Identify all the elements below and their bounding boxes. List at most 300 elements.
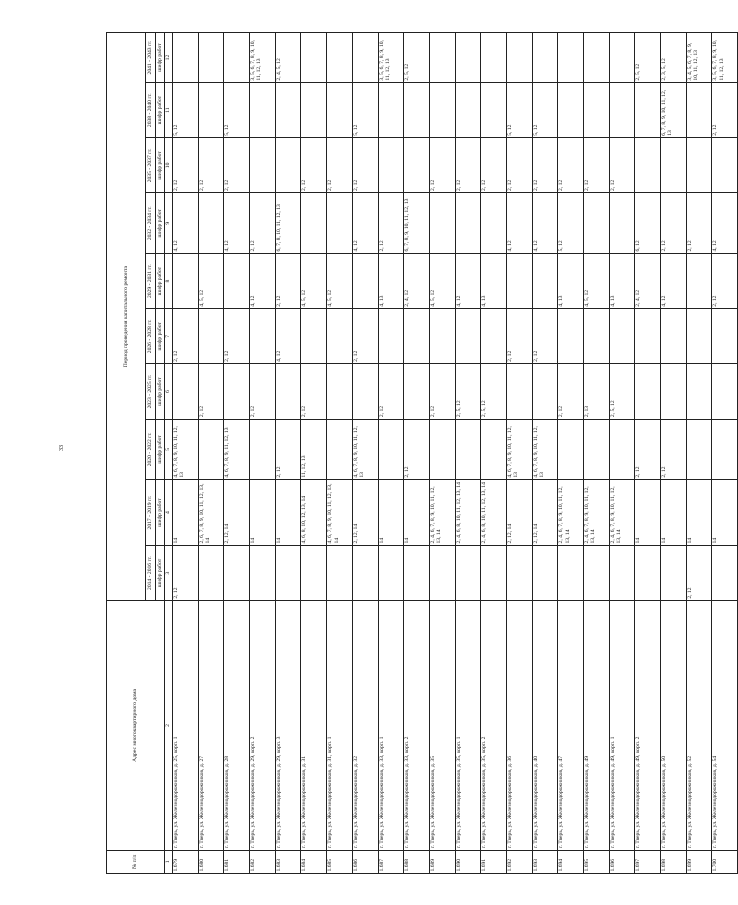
row-work-codes: 5, 12	[532, 83, 558, 138]
row-work-codes: 3, 5, 6, 7, 8, 9, 10, 11, 12, 13	[712, 33, 738, 83]
row-work-codes: 5, 12	[173, 83, 199, 138]
header-period: 2026 - 2028 гг.	[146, 309, 156, 364]
row-address: г. Тверь, ул. Железнодорожников, д. 49, корп. 1	[609, 601, 635, 851]
table-row	[198, 33, 224, 874]
row-work-codes: 14	[661, 480, 687, 546]
row-work-codes: 14	[635, 480, 661, 546]
row-work-codes: 2, 4, 6, 7, 8, 9, 10, 11, 12, 13, 14	[609, 480, 635, 546]
row-work-codes: 4, 6, 7, 8, 9, 10, 11, 12, 13	[532, 419, 558, 480]
row-work-codes	[455, 545, 481, 600]
row-work-codes	[686, 419, 712, 480]
row-work-codes: 2, 5, 12	[481, 364, 507, 419]
row-work-codes	[686, 138, 712, 193]
row-work-codes	[481, 33, 507, 83]
row-work-codes: 6, 7, 8, 10, 11, 12, 13	[275, 193, 301, 254]
row-address: г. Тверь, ул. Железнодорожников, д. 29, корп. 2	[250, 601, 276, 851]
row-work-codes: 5, 12	[506, 83, 532, 138]
row-work-codes: 2, 5, 12	[455, 364, 481, 419]
header-code-label: шифр работ	[156, 309, 165, 364]
row-work-codes	[378, 83, 404, 138]
row-work-codes	[352, 254, 378, 309]
row-address: г. Тверь, ул. Железнодорожников, д. 31	[301, 601, 327, 851]
header-col-number: 5	[165, 419, 173, 480]
row-work-codes	[352, 545, 378, 600]
row-work-codes	[352, 33, 378, 83]
table-row	[173, 33, 199, 874]
header-code-label: шифр работ	[156, 33, 165, 83]
header-code-label: шифр работ	[156, 364, 165, 419]
header-period: 2014 - 2016 гг.	[146, 545, 156, 600]
row-work-codes	[198, 193, 224, 254]
row-work-codes: 2, 12, 14	[532, 480, 558, 546]
row-work-codes: 2, 12	[301, 364, 327, 419]
row-work-codes: 2, 12, 14	[224, 480, 250, 546]
row-work-codes	[609, 545, 635, 600]
row-work-codes	[224, 545, 250, 600]
row-number: 1.685	[327, 850, 353, 873]
row-work-codes	[224, 33, 250, 83]
header-col-number: 11	[165, 83, 173, 138]
row-work-codes: 4, 6, 7, 8, 9, 10, 11, 12, 13	[352, 419, 378, 480]
row-work-codes	[686, 83, 712, 138]
row-work-codes: 2, 12	[558, 138, 584, 193]
row-work-codes	[481, 419, 507, 480]
row-address: г. Тверь, ул. Железнодорожников, д. 52	[686, 601, 712, 851]
row-work-codes: 2, 12	[584, 138, 610, 193]
table-row	[609, 33, 635, 874]
row-work-codes	[429, 33, 455, 83]
row-work-codes: 2, 12	[198, 364, 224, 419]
row-number: 1.687	[378, 850, 404, 873]
row-work-codes	[301, 83, 327, 138]
table-row	[506, 33, 532, 874]
row-work-codes: 4, 13	[609, 254, 635, 309]
row-work-codes: 2, 12	[173, 545, 199, 600]
header-period-group: Период проведения капитального ремонта	[107, 33, 146, 601]
row-number: 1.694	[558, 850, 584, 873]
row-work-codes: 2, 4, 6, 7, 8, 9, 10, 11, 12, 13, 14	[558, 480, 584, 546]
row-work-codes	[661, 545, 687, 600]
header-period: 2032 - 2034 гг.	[146, 193, 156, 254]
row-work-codes: 14	[378, 480, 404, 546]
table-row	[661, 33, 687, 874]
row-work-codes	[661, 138, 687, 193]
row-work-codes: 2, 12	[404, 419, 430, 480]
row-work-codes	[584, 545, 610, 600]
row-work-codes	[327, 419, 353, 480]
row-number: 1.692	[506, 850, 532, 873]
row-work-codes: 4, 13	[481, 254, 507, 309]
row-work-codes	[250, 419, 276, 480]
row-work-codes: 2, 12	[661, 193, 687, 254]
row-number: 1.688	[404, 850, 430, 873]
row-work-codes: 4, 12	[712, 193, 738, 254]
row-work-codes: 4, 12	[275, 309, 301, 364]
row-work-codes	[173, 33, 199, 83]
row-address: г. Тверь, ул. Железнодорожников, д. 32	[352, 601, 378, 851]
row-number: 1.680	[198, 850, 224, 873]
row-work-codes	[327, 83, 353, 138]
row-work-codes	[404, 138, 430, 193]
row-work-codes	[429, 193, 455, 254]
row-work-codes	[584, 83, 610, 138]
row-work-codes: 6, 12	[635, 193, 661, 254]
row-work-codes: 2, 12	[352, 309, 378, 364]
row-work-codes	[661, 364, 687, 419]
row-work-codes: 14	[250, 480, 276, 546]
table-row	[275, 33, 301, 874]
row-work-codes	[506, 545, 532, 600]
page-number: 33	[59, 445, 65, 451]
row-work-codes	[584, 193, 610, 254]
row-work-codes	[506, 254, 532, 309]
row-work-codes	[352, 364, 378, 419]
row-work-codes: 11, 12, 13	[301, 419, 327, 480]
row-number: 1.696	[609, 850, 635, 873]
row-address: г. Тверь, ул. Железнодорожников, д. 31, корп. 1	[327, 601, 353, 851]
row-work-codes: 4, 5, 12	[301, 254, 327, 309]
table-row	[481, 33, 507, 874]
row-work-codes: 3, 4, 5, 6, 7, 8, 9, 10, 11, 12, 13	[686, 33, 712, 83]
header-code-label: шифр работ	[156, 545, 165, 600]
header-col-number: 6	[165, 364, 173, 419]
row-work-codes: 4, 12	[455, 254, 481, 309]
row-work-codes	[558, 33, 584, 83]
row-work-codes: 2, 12	[712, 83, 738, 138]
row-work-codes: 2, 12	[301, 138, 327, 193]
row-work-codes: 2, 12	[609, 138, 635, 193]
row-work-codes: 2, 5, 12	[609, 364, 635, 419]
row-work-codes	[250, 545, 276, 600]
table-row	[429, 33, 455, 874]
header-code-label: шифр работ	[156, 83, 165, 138]
row-work-codes: 2, 12	[558, 364, 584, 419]
row-number: 1.684	[301, 850, 327, 873]
row-work-codes: 4, 5, 12	[198, 254, 224, 309]
row-address: г. Тверь, ул. Железнодорожников, д. 50	[661, 601, 687, 851]
row-work-codes	[275, 545, 301, 600]
row-work-codes: 4, 5, 12	[584, 254, 610, 309]
row-work-codes: 14	[712, 480, 738, 546]
row-work-codes	[712, 364, 738, 419]
row-work-codes: 3, 5, 6, 7, 8, 9, 10, 11, 12, 13	[250, 33, 276, 83]
header-col-number: 12	[165, 33, 173, 83]
row-work-codes: 2, 12	[224, 309, 250, 364]
row-work-codes	[173, 364, 199, 419]
row-work-codes: 2, 12	[352, 138, 378, 193]
table-row	[455, 33, 481, 874]
row-work-codes: 2, 5, 12	[404, 33, 430, 83]
row-work-codes	[378, 138, 404, 193]
row-work-codes	[584, 419, 610, 480]
header-col-number: 2	[165, 601, 173, 851]
row-number: 1.699	[686, 850, 712, 873]
row-work-codes	[506, 33, 532, 83]
row-work-codes	[301, 193, 327, 254]
row-work-codes: 2, 6, 7, 8, 9, 10, 11, 12, 13, 14	[198, 480, 224, 546]
table-row	[250, 33, 276, 874]
row-number: 1.695	[584, 850, 610, 873]
row-work-codes: 2, 4, 6, 8, 10, 11, 12, 13, 14	[455, 480, 481, 546]
table-row	[352, 33, 378, 874]
row-work-codes: 4, 12	[506, 193, 532, 254]
row-work-codes: 4, 5, 12	[429, 254, 455, 309]
row-work-codes	[609, 33, 635, 83]
row-work-codes: 2, 12	[224, 138, 250, 193]
row-work-codes	[584, 33, 610, 83]
table-row	[635, 33, 661, 874]
row-address: г. Тверь, ул. Железнодорожников, д. 35, корп. 1	[455, 601, 481, 851]
row-work-codes: 2, 12	[378, 193, 404, 254]
row-work-codes: 4, 5, 12	[327, 254, 353, 309]
row-work-codes	[532, 33, 558, 83]
row-work-codes: 4, 12	[352, 193, 378, 254]
row-work-codes	[404, 545, 430, 600]
row-work-codes: 4, 6, 7, 8, 9, 11, 12, 13	[224, 419, 250, 480]
row-work-codes	[224, 364, 250, 419]
row-work-codes	[455, 309, 481, 364]
row-work-codes	[481, 83, 507, 138]
row-work-codes	[686, 309, 712, 364]
table-row	[584, 33, 610, 874]
row-work-codes	[506, 364, 532, 419]
row-work-codes	[429, 545, 455, 600]
row-work-codes	[327, 364, 353, 419]
table-row	[378, 33, 404, 874]
header-address: Адрес многоквартирного дома	[107, 601, 165, 851]
table-row	[224, 33, 250, 874]
row-work-codes: 2, 4, 6, 7, 8, 9, 10, 11, 12, 13, 14	[429, 480, 455, 546]
row-address: г. Тверь, ул. Железнодорожников, д. 36	[506, 601, 532, 851]
row-work-codes	[712, 309, 738, 364]
row-work-codes: 14	[686, 480, 712, 546]
row-number: 1.689	[429, 850, 455, 873]
row-work-codes: 2, 4, 5, 12	[275, 33, 301, 83]
row-work-codes: 2, 12	[506, 309, 532, 364]
row-work-codes	[404, 364, 430, 419]
table-row	[686, 33, 712, 874]
row-address: г. Тверь, ул. Железнодорожников, д. 54	[712, 601, 738, 851]
header-col-number: 4	[165, 480, 173, 546]
row-number: 1.700	[712, 850, 738, 873]
row-work-codes: 6, 7, 8, 9, 10, 11, 12, 13	[661, 83, 687, 138]
row-work-codes	[173, 254, 199, 309]
row-work-codes	[327, 545, 353, 600]
row-work-codes: 2, 12	[661, 419, 687, 480]
row-number: 1.690	[455, 850, 481, 873]
row-work-codes: 2, 12	[173, 309, 199, 364]
row-work-codes	[429, 83, 455, 138]
row-address: г. Тверь, ул. Железнодорожников, д. 29, корп. 3	[275, 601, 301, 851]
row-work-codes	[301, 309, 327, 364]
row-work-codes	[558, 419, 584, 480]
row-work-codes	[275, 364, 301, 419]
row-work-codes	[198, 83, 224, 138]
row-work-codes: 2, 12	[712, 254, 738, 309]
row-work-codes	[198, 545, 224, 600]
row-work-codes: 2, 4, 12	[404, 254, 430, 309]
row-work-codes	[712, 545, 738, 600]
row-number: 1.679	[173, 850, 199, 873]
header-col-number: 10	[165, 138, 173, 193]
header-col-number: 8	[165, 254, 173, 309]
row-work-codes	[198, 419, 224, 480]
row-work-codes	[635, 309, 661, 364]
row-address: г. Тверь, ул. Железнодорожников, д. 28	[224, 601, 250, 851]
row-number: 1.698	[661, 850, 687, 873]
row-work-codes	[429, 419, 455, 480]
row-work-codes: 4, 12	[532, 193, 558, 254]
row-work-codes	[481, 193, 507, 254]
row-work-codes: 2, 12	[429, 138, 455, 193]
row-work-codes: 4, 6, 7, 8, 9, 10, 11, 12, 13	[506, 419, 532, 480]
header-col-number: 7	[165, 309, 173, 364]
row-work-codes	[250, 309, 276, 364]
row-number: 1.681	[224, 850, 250, 873]
table-row	[327, 33, 353, 874]
row-number: 1.691	[481, 850, 507, 873]
row-work-codes	[404, 309, 430, 364]
row-work-codes: 5, 12	[558, 193, 584, 254]
row-work-codes: 4, 12	[173, 193, 199, 254]
row-work-codes: 2, 12	[532, 138, 558, 193]
row-work-codes	[532, 545, 558, 600]
row-work-codes: 4, 12	[224, 193, 250, 254]
table-row	[404, 33, 430, 874]
row-address: г. Тверь, ул. Железнодорожников, д. 27	[198, 601, 224, 851]
row-work-codes	[327, 309, 353, 364]
row-address: г. Тверь, ул. Железнодорожников, д. 49, корп. 2	[635, 601, 661, 851]
table-row	[532, 33, 558, 874]
row-work-codes	[378, 545, 404, 600]
row-work-codes: 2, 12	[532, 309, 558, 364]
header-period: 2017 - 2019 гг.	[146, 480, 156, 546]
row-number: 1.693	[532, 850, 558, 873]
row-work-codes: 2, 12	[378, 364, 404, 419]
row-number: 1.697	[635, 850, 661, 873]
row-address: г. Тверь, ул. Железнодорожников, д. 40	[532, 601, 558, 851]
row-number: 1.683	[275, 850, 301, 873]
row-work-codes: 2, 13	[584, 364, 610, 419]
row-work-codes	[481, 545, 507, 600]
header-col-number: 1	[165, 850, 173, 873]
row-work-codes: 2, 12	[327, 138, 353, 193]
row-work-codes	[686, 364, 712, 419]
row-work-codes	[609, 419, 635, 480]
header-period: 2020 - 2022 гг.	[146, 419, 156, 480]
rotated-table-container	[106, 32, 725, 874]
header-period: 2023 - 2025 гг.	[146, 364, 156, 419]
row-work-codes	[686, 254, 712, 309]
row-address: г. Тверь, ул. Железнодорожников, д. 35	[429, 601, 455, 851]
row-work-codes: 2, 12	[635, 419, 661, 480]
row-work-codes	[224, 254, 250, 309]
row-work-codes: 2, 12	[429, 364, 455, 419]
row-work-codes	[481, 309, 507, 364]
header-period: 2041 - 2043 гг.	[146, 33, 156, 83]
row-work-codes	[635, 545, 661, 600]
table-row	[712, 33, 738, 874]
row-work-codes: 2, 4, 12	[635, 254, 661, 309]
row-work-codes	[301, 33, 327, 83]
row-work-codes	[455, 419, 481, 480]
row-work-codes	[327, 193, 353, 254]
row-work-codes: 2, 3, 5, 12	[661, 33, 687, 83]
row-work-codes: 4, 6, 7, 8, 9, 10, 11, 12, 13	[173, 419, 199, 480]
row-work-codes	[378, 419, 404, 480]
row-work-codes: 4, 6, 8, 10, 12, 13, 14	[301, 480, 327, 546]
row-work-codes	[327, 33, 353, 83]
row-address: г. Тверь, ул. Железнодорожников, д. 49	[584, 601, 610, 851]
row-work-codes: 2, 12	[686, 193, 712, 254]
row-work-codes	[661, 309, 687, 364]
row-work-codes	[301, 545, 327, 600]
row-work-codes	[532, 364, 558, 419]
row-work-codes	[275, 138, 301, 193]
row-work-codes	[558, 309, 584, 364]
row-work-codes	[635, 364, 661, 419]
header-col-number: 9	[165, 193, 173, 254]
header-num: № п/п	[107, 850, 165, 873]
row-work-codes: 2, 4, 6, 8, 10, 11, 12, 13, 14	[481, 480, 507, 546]
row-address: г. Тверь, ул. Железнодорожников, д. 33, корп. 2	[404, 601, 430, 851]
row-work-codes: 14	[275, 480, 301, 546]
row-work-codes: 4, 13	[558, 254, 584, 309]
header-col-number: 3	[165, 545, 173, 600]
row-work-codes: 2, 12	[275, 419, 301, 480]
row-work-codes: 14	[173, 480, 199, 546]
row-work-codes	[609, 83, 635, 138]
row-work-codes	[250, 138, 276, 193]
header-period: 2038 - 2040 гг.	[146, 83, 156, 138]
row-work-codes	[198, 309, 224, 364]
row-work-codes	[712, 138, 738, 193]
row-work-codes: 2, 12	[250, 364, 276, 419]
row-work-codes	[455, 33, 481, 83]
row-address: г. Тверь, ул. Железнодорожников, д. 47	[558, 601, 584, 851]
row-work-codes: 2, 12	[506, 138, 532, 193]
row-work-codes: 6, 7, 8, 9, 10, 11, 12, 13	[404, 193, 430, 254]
row-work-codes: 2, 12	[686, 545, 712, 600]
row-work-codes	[609, 193, 635, 254]
row-number: 1.686	[352, 850, 378, 873]
row-address: г. Тверь, ул. Железнодорожников, д. 25, корп. 1	[173, 601, 199, 851]
row-work-codes	[635, 138, 661, 193]
row-work-codes	[198, 33, 224, 83]
row-work-codes: 2, 12, 14	[506, 480, 532, 546]
row-work-codes: 2, 5, 12	[635, 33, 661, 83]
row-work-codes: 14	[404, 480, 430, 546]
row-work-codes: 4, 12	[661, 254, 687, 309]
row-work-codes	[532, 254, 558, 309]
row-work-codes: 4, 6, 7, 8, 9, 10, 11, 12, 13, 14	[327, 480, 353, 546]
row-work-codes	[712, 419, 738, 480]
table-row	[558, 33, 584, 874]
row-work-codes	[584, 309, 610, 364]
row-work-codes: 5, 12	[224, 83, 250, 138]
row-work-codes	[558, 83, 584, 138]
row-number: 1.682	[250, 850, 276, 873]
row-work-codes	[378, 309, 404, 364]
header-code-label: шифр работ	[156, 254, 165, 309]
row-work-codes: 2, 4, 6, 7, 8, 9, 10, 11, 12, 13, 14	[584, 480, 610, 546]
row-work-codes: 4, 12	[250, 254, 276, 309]
row-work-codes: 5, 12	[352, 83, 378, 138]
row-address: г. Тверь, ул. Железнодорожников, д. 35, корп. 2	[481, 601, 507, 851]
row-work-codes: 2, 12	[198, 138, 224, 193]
row-work-codes: 2, 12	[481, 138, 507, 193]
row-work-codes: 4, 13	[378, 254, 404, 309]
